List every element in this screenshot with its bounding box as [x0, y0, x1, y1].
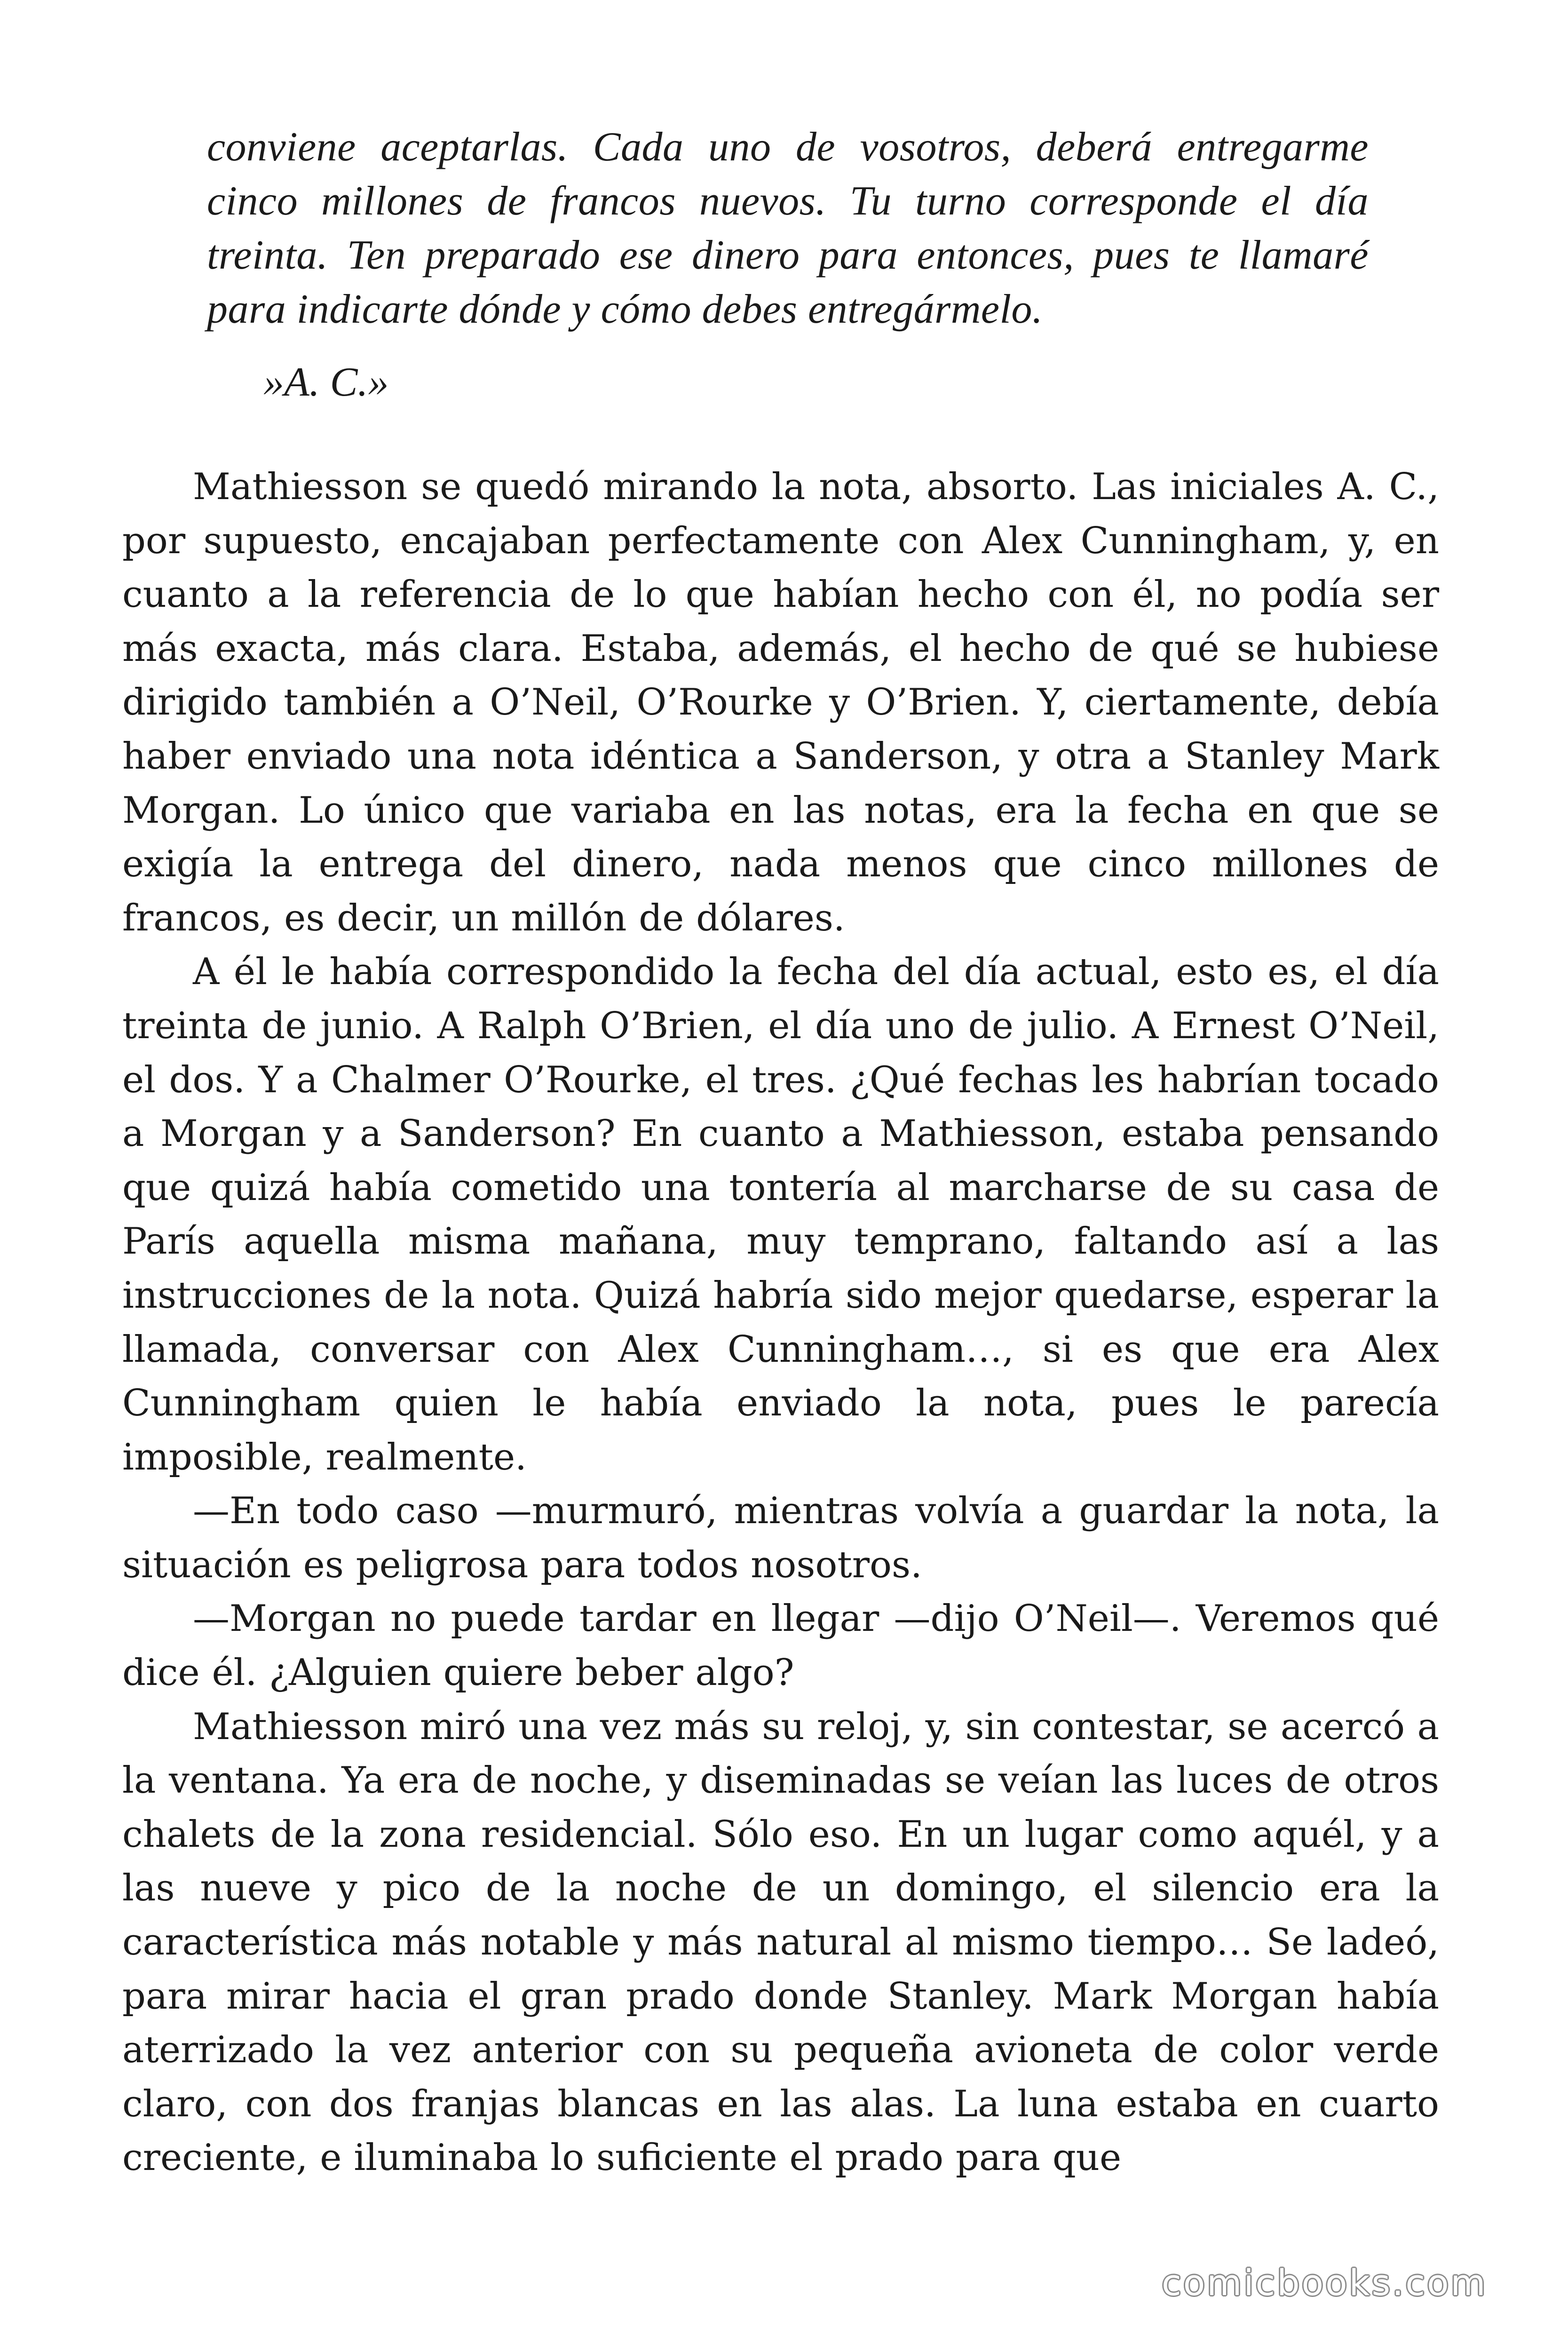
paragraph: Mathiesson miró una vez más su reloj, y, sin contestar, se acercó a la ventana. Ya era de noche, y diseminadas se veían las luces de otros chalets de la zona residencial. Sólo eso. En un lugar como aquél, y a las nueve y pico de la noche de un domingo, el silencio era la característica más notable y más natural al mismo tiempo… Se ladeó, para mirar hacia el gran prado donde Stanley. Mark Morgan había aterrizado la vez anterior con su pequeña avioneta de color verde claro, con dos franjas blancas en las alas. La luna estaba en cuarto creciente, e iluminaba lo suficiente el prado para que: [122, 1705, 1439, 2179]
paragraph: Mathiesson se quedó mirando la nota, absorto. Las iniciales A. C., por supuesto, encajaban perfectamente con Alex Cunningham, y, en cuanto a la referencia de lo que habían hecho con él, no podía ser más exacta, más clara. Estaba, además, el hecho de qué se hubiese dirigido también a O’Neil, O’Rourke y O’Brien. Y, ciertamente, debía haber enviado una nota idéntica a Sanderson, y otra a Stanley Mark Morgan. Lo único que variaba en las notas, era la fecha en que se exigía la entrega del dinero, nada menos que cinco millones de francos, es decir, un millón de dólares.: [122, 466, 1439, 939]
letter-signature: »A. C.»: [263, 359, 389, 405]
watermark: comicbooks.com: [1162, 2262, 1488, 2304]
paragraph: —Morgan no puede tardar en llegar —dijo O’Neil—. Veremos qué dice él. ¿Alguien quiere beber algo?: [122, 1597, 1439, 1694]
quoted-letter: [207, 120, 1369, 336]
narrative-body: [122, 460, 1439, 2185]
letter-text: conviene aceptarlas. Cada uno de vosotros, deberá entregarme cinco millones de francos nuevos. Tu turno corresponde el día treinta. Ten preparado ese dinero para entonces, pues te llamaré para indicarte dónde y cómo debes entregármelo.: [207, 124, 1369, 332]
paragraph: —En todo caso —murmuró, mientras volvía a guardar la nota, la situación es peligrosa para todos nosotros.: [122, 1490, 1439, 1586]
paragraph: A él le había correspondido la fecha del día actual, esto es, el día treinta de junio. A Ralph O’Brien, el día uno de julio. A Ernest O’Neil, el dos. Y a Chalmer O’Rourke, el tres. ¿Qué fechas les habrían tocado a Morgan y a Sanderson? En cuanto a Mathiesson, estaba pensando que quizá había cometido una tontería al marcharse de su casa de París aquella misma mañana, muy temprano, faltando así a las instrucciones de la nota. Quizá habría sido mejor quedarse, esperar la llamada, conversar con Alex Cunningham…, si es que era Alex Cunningham quien le había enviado la nota, pues le parecía imposible, realmente.: [122, 951, 1439, 1478]
